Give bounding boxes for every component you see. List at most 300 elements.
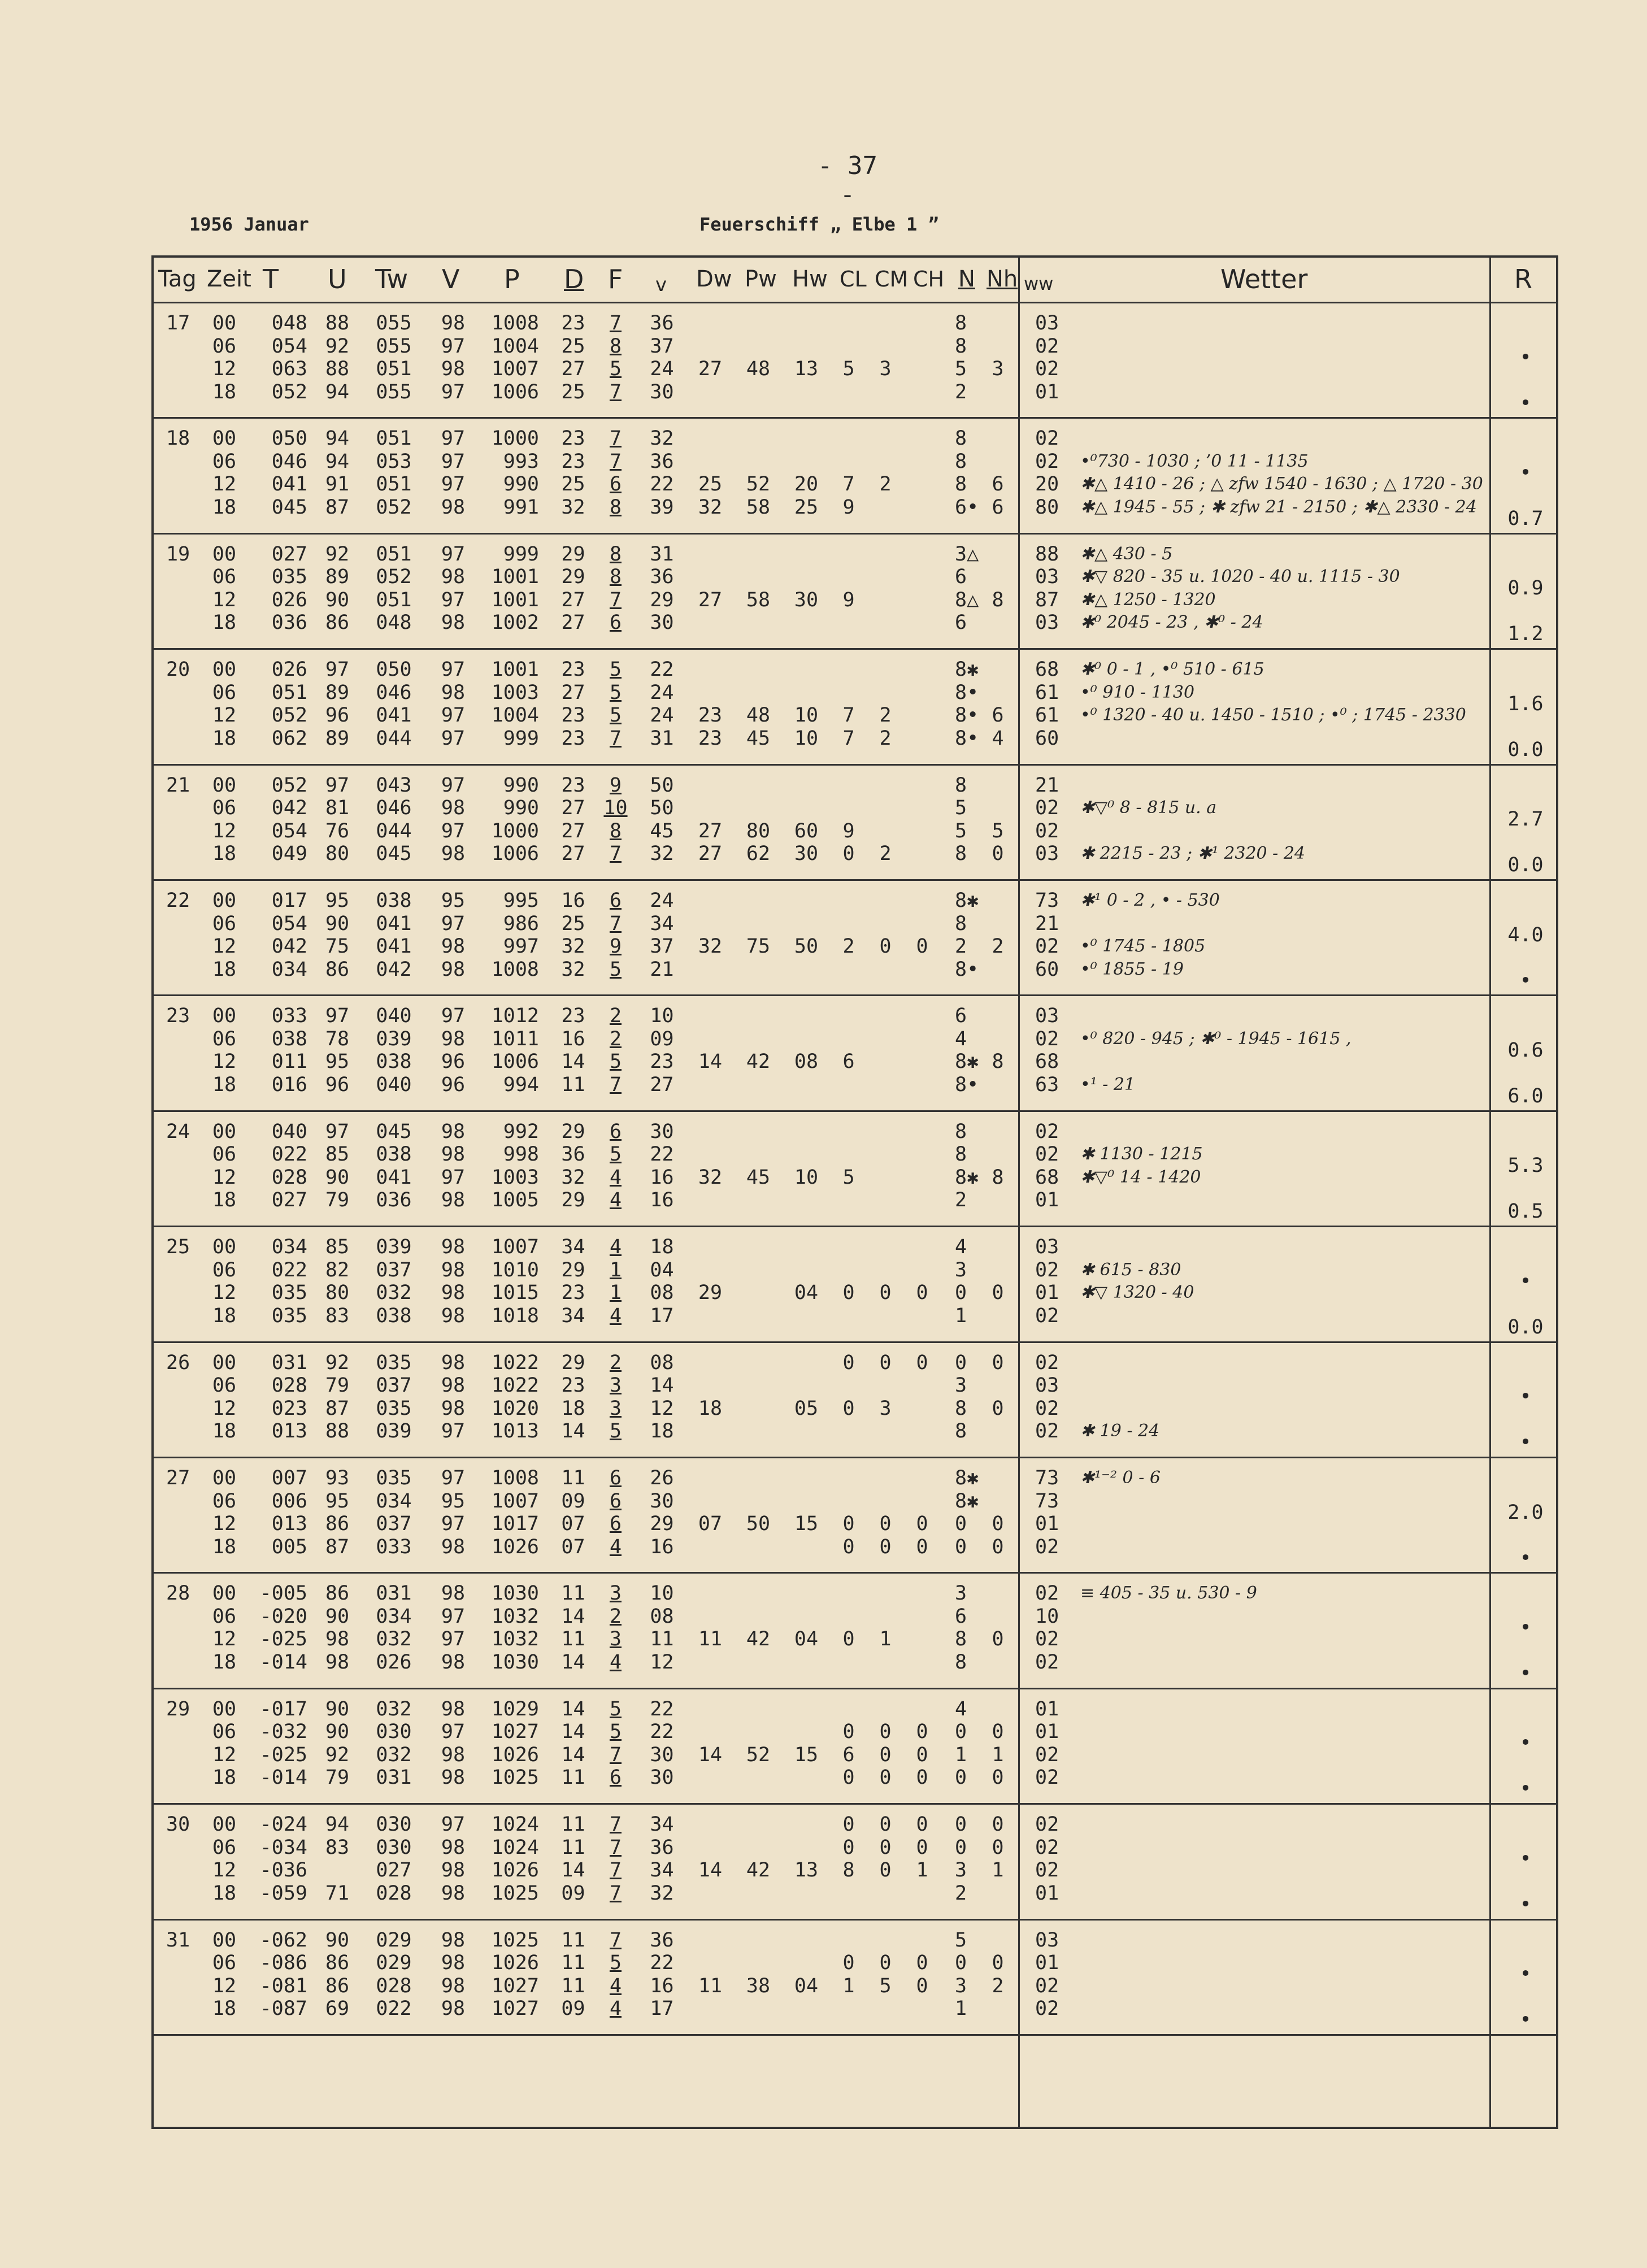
cell-v: 98 xyxy=(441,1236,466,1259)
cell-f: 8 xyxy=(609,496,622,519)
cell-z: 18 xyxy=(212,1420,237,1443)
table-row xyxy=(154,1050,1059,1074)
cell-n: 0 xyxy=(955,1766,967,1789)
col-cm: CM xyxy=(875,267,909,292)
cell-n: 8 xyxy=(955,334,967,358)
cell-ww: 68 xyxy=(1035,1050,1059,1074)
cell-d: 09 xyxy=(561,1489,585,1513)
cell-ww: 03 xyxy=(1035,312,1059,334)
cell-ww: 10 xyxy=(1035,1605,1059,1628)
cell-cl: 0 xyxy=(842,1836,855,1859)
cell-f: 3 xyxy=(609,1374,622,1397)
cell-d: 36 xyxy=(561,1143,585,1166)
cell-cl: 0 xyxy=(842,1628,855,1651)
cell-u: 76 xyxy=(325,819,350,842)
cell-n: 4 xyxy=(955,1697,967,1720)
cell-hw: 10 xyxy=(794,704,819,727)
cell-f: 4 xyxy=(609,1189,622,1212)
cell-nh: 4 xyxy=(992,727,1004,750)
cell-n: 8 xyxy=(955,912,967,935)
precip-value: • xyxy=(1519,1963,1532,1986)
cell-hw: 15 xyxy=(794,1743,819,1766)
table-row xyxy=(154,1535,1059,1559)
cell-v: 98 xyxy=(441,1582,466,1605)
cell-f: 4 xyxy=(609,1535,622,1558)
cell-f: 5 xyxy=(609,358,622,380)
cell-tw: 035 xyxy=(376,1397,412,1420)
cell-p: 1003 xyxy=(491,681,539,704)
cell-u: 79 xyxy=(325,1766,350,1789)
cell-cl: 0 xyxy=(842,842,855,866)
precip-value: 0.7 xyxy=(1507,507,1544,530)
cell-f: 6 xyxy=(609,1467,622,1489)
cell-u: 82 xyxy=(325,1258,350,1281)
cell-nh: 0 xyxy=(992,1628,1004,1651)
cell-d: 11 xyxy=(561,1952,585,1975)
cell-n: 1 xyxy=(955,1304,967,1327)
day-divider xyxy=(154,1226,1556,1227)
cell-v: 98 xyxy=(441,1697,466,1720)
cell-d: 14 xyxy=(561,1605,585,1628)
cell-u: 86 xyxy=(325,611,350,635)
precip-value: • xyxy=(1519,392,1532,415)
cell-f: 6 xyxy=(609,611,622,635)
cell-u: 87 xyxy=(325,496,350,519)
cell-d: 14 xyxy=(561,1650,585,1674)
table-row xyxy=(154,1351,1059,1375)
cell-p: 1024 xyxy=(491,1813,539,1836)
table-row xyxy=(154,842,1059,866)
precip-value: 0.0 xyxy=(1507,1315,1544,1339)
cell-vv: 24 xyxy=(650,681,674,704)
cell-p: 1022 xyxy=(491,1351,539,1374)
cell-p: 1008 xyxy=(491,1467,539,1489)
cell-p: 1017 xyxy=(491,1513,539,1535)
cell-f: 9 xyxy=(609,935,622,958)
cell-f: 6 xyxy=(609,473,622,496)
cell-f: 4 xyxy=(609,1236,622,1259)
cell-f: 8 xyxy=(609,542,622,566)
cell-ww: 01 xyxy=(1035,1189,1059,1212)
cell-z: 06 xyxy=(212,912,237,935)
col-ww: ww xyxy=(1024,273,1054,294)
cell-tw: 042 xyxy=(376,958,412,981)
cell-t: 036 xyxy=(271,611,307,635)
cell-z: 18 xyxy=(212,1189,237,1212)
cell-t: -014 xyxy=(259,1650,307,1674)
cell-tw: 029 xyxy=(376,1928,412,1952)
cell-tw: 034 xyxy=(376,1605,412,1628)
cell-ww: 03 xyxy=(1035,1928,1059,1952)
cell-vv: 11 xyxy=(650,1628,674,1651)
cell-v: 98 xyxy=(441,611,466,635)
precip-value: 5.3 xyxy=(1507,1154,1544,1178)
cell-v: 98 xyxy=(441,1974,466,1997)
cell-d: 23 xyxy=(561,450,585,473)
table-row xyxy=(154,1650,1059,1674)
cell-vv: 32 xyxy=(650,1882,674,1905)
cell-ww: 03 xyxy=(1035,1236,1059,1259)
cell-u: 97 xyxy=(325,658,350,681)
cell-hw: 04 xyxy=(794,1281,819,1305)
cell-f: 6 xyxy=(609,1489,622,1513)
cell-p: 995 xyxy=(503,889,539,912)
cell-p: 1025 xyxy=(491,1928,539,1952)
cell-v: 98 xyxy=(441,1397,466,1420)
cell-n: 8✱ xyxy=(955,889,979,912)
table-row xyxy=(154,611,1059,635)
cell-u: 83 xyxy=(325,1304,350,1327)
cell-n: 8 xyxy=(955,427,967,450)
cell-d: 23 xyxy=(561,658,585,681)
cell-z: 18 xyxy=(212,1304,237,1327)
cell-p: 1011 xyxy=(491,1027,539,1050)
cell-d: 14 xyxy=(561,1697,585,1720)
cell-tw: 055 xyxy=(376,334,412,358)
cell-p: 990 xyxy=(503,797,539,820)
col-zeit: Zeit xyxy=(207,266,251,292)
cell-t: 038 xyxy=(271,1027,307,1050)
cell-v: 98 xyxy=(441,958,466,981)
table-row xyxy=(154,1859,1059,1882)
cell-ch: 0 xyxy=(916,1535,928,1558)
table-row xyxy=(154,542,1059,566)
cell-cl: 5 xyxy=(842,1166,855,1189)
cell-n: 5 xyxy=(955,819,967,842)
cell-v: 97 xyxy=(441,774,466,797)
cell-vv: 36 xyxy=(650,1928,674,1952)
cell-p: 1018 xyxy=(491,1304,539,1327)
cell-tw: 038 xyxy=(376,1050,412,1074)
cell-p: 999 xyxy=(503,727,539,750)
cell-t: 054 xyxy=(271,334,307,358)
cell-n: 8 xyxy=(955,774,967,797)
cell-n: 8 xyxy=(955,312,967,334)
cell-p: 1006 xyxy=(491,380,539,403)
cell-d: 11 xyxy=(561,1813,585,1836)
cell-vv: 30 xyxy=(650,380,674,403)
cell-u: 97 xyxy=(325,1120,350,1143)
cell-t: 035 xyxy=(271,1304,307,1327)
cell-f: 8 xyxy=(609,566,622,589)
cell-cm: 3 xyxy=(879,1397,892,1420)
cell-p: 1022 xyxy=(491,1374,539,1397)
cell-cl: 7 xyxy=(842,704,855,727)
cell-u: 86 xyxy=(325,1582,350,1605)
cell-v: 97 xyxy=(441,912,466,935)
day-number: 30 xyxy=(166,1813,190,1836)
cell-n: 8 xyxy=(955,1420,967,1443)
cell-u: 92 xyxy=(325,1743,350,1766)
table-row xyxy=(154,1304,1059,1328)
cell-u: 94 xyxy=(325,380,350,403)
cell-v: 97 xyxy=(441,727,466,750)
cell-n: 3 xyxy=(955,1258,967,1281)
cell-dw: 14 xyxy=(698,1743,723,1766)
ship-title: Feuerschiff „ Elbe 1 ” xyxy=(699,214,939,235)
cell-v: 98 xyxy=(441,1027,466,1050)
cell-f: 5 xyxy=(609,958,622,981)
cell-cl: 6 xyxy=(842,1743,855,1766)
cell-ww: 80 xyxy=(1035,496,1059,519)
cell-z: 12 xyxy=(212,704,237,727)
cell-v: 98 xyxy=(441,1766,466,1789)
cell-p: 1007 xyxy=(491,1236,539,1259)
cell-v: 97 xyxy=(441,427,466,450)
precip-value: 2.0 xyxy=(1507,1501,1544,1524)
cell-u: 87 xyxy=(325,1535,350,1558)
cell-v: 97 xyxy=(441,1513,466,1535)
weather-note: ✱△ 430 - 5 xyxy=(1080,544,1173,564)
cell-v: 98 xyxy=(441,1189,466,1212)
cell-f: 7 xyxy=(609,1882,622,1905)
cell-vv: 50 xyxy=(650,774,674,797)
cell-v: 98 xyxy=(441,1535,466,1558)
cell-nh: 2 xyxy=(992,935,1004,958)
cell-n: 8• xyxy=(955,681,979,704)
table-row xyxy=(154,889,1059,913)
cell-f: 9 xyxy=(609,774,622,797)
cell-ww: 02 xyxy=(1035,819,1059,842)
precip-value: 1.6 xyxy=(1507,692,1544,715)
cell-n: 2 xyxy=(955,935,967,958)
cell-cm: 0 xyxy=(879,1836,892,1859)
cell-n: 1 xyxy=(955,1743,967,1766)
cell-p: 986 xyxy=(503,912,539,935)
cell-tw: 046 xyxy=(376,681,412,704)
cell-u: 95 xyxy=(325,1050,350,1074)
cell-n: 8• xyxy=(955,1073,979,1096)
cell-z: 06 xyxy=(212,1605,237,1628)
table-row xyxy=(154,380,1059,404)
cell-vv: 16 xyxy=(650,1189,674,1212)
cell-hw: 08 xyxy=(794,1050,819,1074)
cell-tw: 041 xyxy=(376,1166,412,1189)
cell-n: 8 xyxy=(955,1143,967,1166)
precip-value: • xyxy=(1519,1270,1532,1293)
cell-tw: 040 xyxy=(376,1073,412,1096)
cell-n: 0 xyxy=(955,1952,967,1975)
cell-p: 1026 xyxy=(491,1743,539,1766)
cell-z: 06 xyxy=(212,1258,237,1281)
table-row xyxy=(154,1027,1059,1051)
cell-f: 7 xyxy=(609,312,622,334)
cell-z: 06 xyxy=(212,1720,237,1744)
cell-p: 1026 xyxy=(491,1859,539,1882)
cell-tw: 045 xyxy=(376,1120,412,1143)
weather-note: •⁰ 1855 - 19 xyxy=(1080,959,1184,979)
cell-ww: 73 xyxy=(1035,889,1059,912)
cell-nh: 0 xyxy=(992,1720,1004,1744)
cell-ww: 01 xyxy=(1035,1952,1059,1975)
cell-v: 97 xyxy=(441,1605,466,1628)
cell-vv: 22 xyxy=(650,658,674,681)
cell-d: 29 xyxy=(561,1351,585,1374)
cell-n: 8✱ xyxy=(955,1467,979,1489)
cell-nh: 6 xyxy=(992,496,1004,519)
cell-v: 97 xyxy=(441,819,466,842)
cell-cm: 2 xyxy=(879,842,892,866)
cell-tw: 041 xyxy=(376,912,412,935)
cell-tw: 051 xyxy=(376,542,412,566)
table-row xyxy=(154,334,1059,358)
cell-tw: 028 xyxy=(376,1974,412,1997)
cell-ww: 03 xyxy=(1035,1374,1059,1397)
table-row xyxy=(154,1813,1059,1836)
cell-f: 2 xyxy=(609,1005,622,1028)
cell-p: 993 xyxy=(503,450,539,473)
cell-n: 8 xyxy=(955,473,967,496)
cell-z: 00 xyxy=(212,1236,237,1259)
cell-p: 1006 xyxy=(491,842,539,866)
cell-u: 90 xyxy=(325,1605,350,1628)
cell-vv: 30 xyxy=(650,611,674,635)
weather-note: ✱▽⁰ 14 - 1420 xyxy=(1080,1167,1201,1187)
cell-t: -062 xyxy=(259,1928,307,1952)
day-divider xyxy=(154,1688,1556,1689)
cell-vv: 30 xyxy=(650,1766,674,1789)
cell-u: 81 xyxy=(325,797,350,820)
cell-u: 95 xyxy=(325,1489,350,1513)
col-f: F xyxy=(608,264,623,294)
cell-f: 5 xyxy=(609,704,622,727)
cell-n: 5 xyxy=(955,1928,967,1952)
cell-z: 12 xyxy=(212,1628,237,1651)
cell-nh: 0 xyxy=(992,1397,1004,1420)
cell-dw: 27 xyxy=(698,819,723,842)
cell-d: 14 xyxy=(561,1420,585,1443)
cell-ww: 02 xyxy=(1035,1997,1059,2021)
cell-v: 98 xyxy=(441,1374,466,1397)
cell-p: 994 xyxy=(503,1073,539,1096)
cell-n: 0 xyxy=(955,1535,967,1558)
table-row xyxy=(154,797,1059,820)
cell-u: 86 xyxy=(325,1952,350,1975)
cell-f: 7 xyxy=(609,450,622,473)
cell-n: 0 xyxy=(955,1720,967,1744)
day-divider xyxy=(154,1803,1556,1805)
cell-nh: 1 xyxy=(992,1743,1004,1766)
table-row xyxy=(154,566,1059,589)
cell-cm: 0 xyxy=(879,1535,892,1558)
cell-vv: 22 xyxy=(650,1952,674,1975)
cell-vv: 26 xyxy=(650,1467,674,1489)
cell-p: 1007 xyxy=(491,358,539,380)
table-end-divider xyxy=(154,2034,1556,2036)
table-row xyxy=(154,1258,1059,1282)
cell-p: 1004 xyxy=(491,334,539,358)
cell-cl: 9 xyxy=(842,819,855,842)
cell-n: 8 xyxy=(955,450,967,473)
precip-value: • xyxy=(1519,1778,1532,1801)
cell-f: 8 xyxy=(609,819,622,842)
cell-t: 027 xyxy=(271,542,307,566)
cell-v: 97 xyxy=(441,450,466,473)
cell-u: 79 xyxy=(325,1189,350,1212)
cell-t: -025 xyxy=(259,1743,307,1766)
cell-z: 06 xyxy=(212,1836,237,1859)
cell-vv: 36 xyxy=(650,1836,674,1859)
cell-cm: 2 xyxy=(879,473,892,496)
cell-vv: 36 xyxy=(650,312,674,334)
cell-u: 95 xyxy=(325,889,350,912)
cell-vv: 22 xyxy=(650,1143,674,1166)
cell-tw: 038 xyxy=(376,1304,412,1327)
cell-ww: 02 xyxy=(1035,1535,1059,1558)
cell-nh: 0 xyxy=(992,1281,1004,1305)
cell-t: 006 xyxy=(271,1489,307,1513)
cell-tw: 044 xyxy=(376,727,412,750)
cell-p: 999 xyxy=(503,542,539,566)
cell-t: 063 xyxy=(271,358,307,380)
cell-z: 00 xyxy=(212,1697,237,1720)
cell-u: 69 xyxy=(325,1997,350,2021)
cell-v: 98 xyxy=(441,312,466,334)
cell-z: 12 xyxy=(212,1166,237,1189)
cell-n: 8• xyxy=(955,704,979,727)
cell-d: 29 xyxy=(561,1258,585,1281)
cell-t: 054 xyxy=(271,819,307,842)
table-row xyxy=(154,450,1059,473)
cell-cl: 5 xyxy=(842,358,855,380)
cell-u: 90 xyxy=(325,1697,350,1720)
cell-z: 18 xyxy=(212,727,237,750)
table-row xyxy=(154,1236,1059,1259)
cell-vv: 31 xyxy=(650,727,674,750)
cell-v: 98 xyxy=(441,1120,466,1143)
cell-t: 034 xyxy=(271,1236,307,1259)
cell-d: 29 xyxy=(561,1120,585,1143)
cell-p: 1025 xyxy=(491,1882,539,1905)
cell-z: 00 xyxy=(212,1467,237,1489)
cell-vv: 34 xyxy=(650,1859,674,1882)
cell-vv: 37 xyxy=(650,935,674,958)
cell-t: 048 xyxy=(271,312,307,334)
cell-n: 8 xyxy=(955,1628,967,1651)
cell-hw: 10 xyxy=(794,1166,819,1189)
cell-n: 6• xyxy=(955,496,979,519)
cell-tw: 022 xyxy=(376,1997,412,2021)
table-row xyxy=(154,1120,1059,1144)
cell-t: 028 xyxy=(271,1166,307,1189)
cell-n: 8✱ xyxy=(955,1050,979,1074)
cell-t: -032 xyxy=(259,1720,307,1744)
cell-v: 97 xyxy=(441,473,466,496)
cell-z: 12 xyxy=(212,1859,237,1882)
cell-p: 1030 xyxy=(491,1650,539,1674)
cell-u: 92 xyxy=(325,1351,350,1374)
cell-f: 5 xyxy=(609,681,622,704)
cell-u: 86 xyxy=(325,1513,350,1535)
cell-vv: 08 xyxy=(650,1605,674,1628)
cell-z: 12 xyxy=(212,588,237,611)
cell-v: 97 xyxy=(441,1467,466,1489)
cell-p: 1026 xyxy=(491,1952,539,1975)
precip-value: • xyxy=(1519,2009,1532,2032)
cell-n: 4 xyxy=(955,1027,967,1050)
cell-hw: 04 xyxy=(794,1974,819,1997)
precip-value: 4.0 xyxy=(1507,923,1544,946)
cell-d: 29 xyxy=(561,1189,585,1212)
cell-d: 23 xyxy=(561,1281,585,1305)
cell-ch: 1 xyxy=(916,1859,928,1882)
cell-z: 12 xyxy=(212,1050,237,1074)
precip-value: • xyxy=(1519,1893,1532,1916)
cell-f: 5 xyxy=(609,1143,622,1166)
cell-z: 18 xyxy=(212,1997,237,2021)
precip-value: 1.2 xyxy=(1507,623,1544,646)
cell-u: 94 xyxy=(325,427,350,450)
